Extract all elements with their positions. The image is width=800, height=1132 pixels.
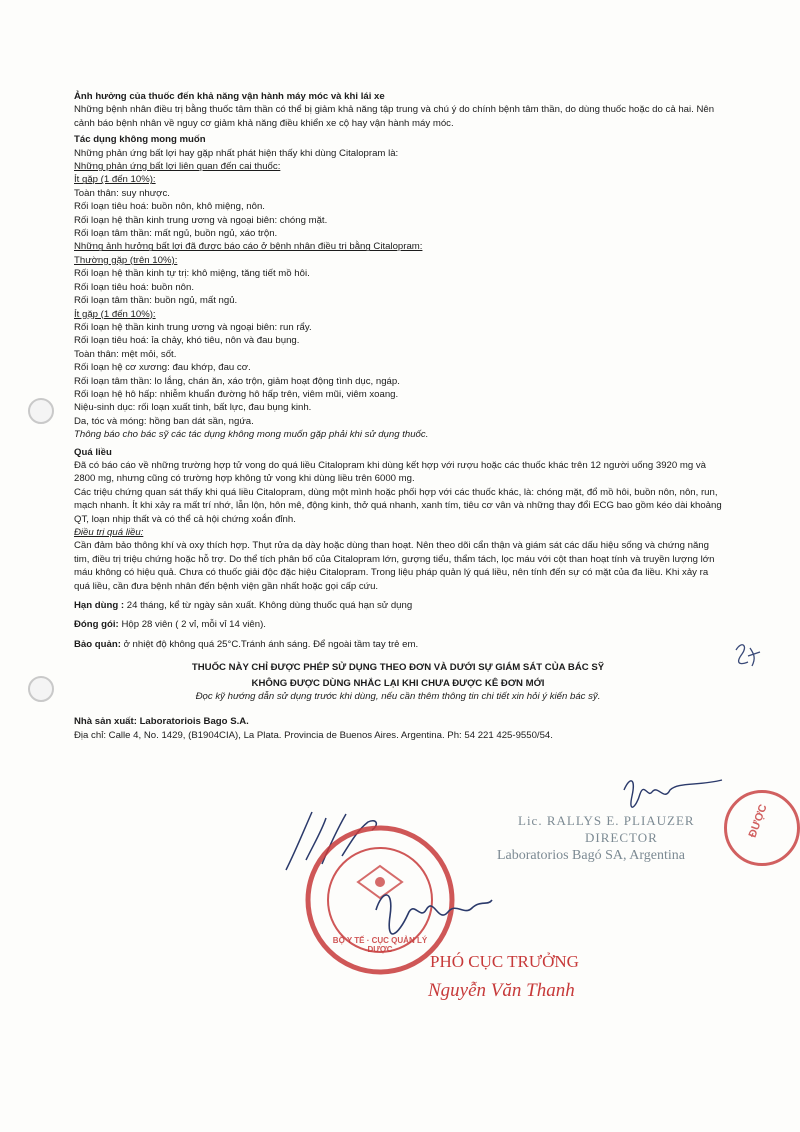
list-item: Rối loạn hệ hô hấp: nhiễm khuẩn đường hô hấp trên, viêm mũi, viêm xoang.	[74, 388, 399, 400]
storage-label: Bảo quản:	[74, 638, 121, 650]
punch-hole-top	[28, 398, 54, 424]
driving-body: Những bệnh nhân điều trị bằng thuốc tâm thần có thể bị giảm khả năng tập trung và chú ý do chính bệnh tâm thần, do dùng thuốc hoặc do cả hai. Nên cảnh báo bệnh nhân về nguy cơ giảm khả năng điều khiển xe cộ hay vận hành máy móc.	[74, 104, 715, 129]
withdrawal-heading: Những phản ứng bất lợi liên quan đến cai thuốc:	[74, 161, 281, 173]
shelf-life	[74, 599, 722, 612]
corner-stamp-text: ĐƯỢC	[746, 802, 770, 840]
manufacturer-address: Địa chỉ: Calle 4, No. 1429, (B1904CIA), La Plata. Provincia de Buenos Aires. Argentina. Ph: 54 221 425-9550/54.	[74, 729, 553, 741]
list-item: Rối loạn tiêu hoá: buồn nôn.	[74, 281, 195, 293]
list-item: Rối loạn tâm thần: buồn ngủ, mất ngủ.	[74, 295, 238, 307]
deputy-title: PHÓ CỤC TRƯỞNG	[430, 952, 579, 971]
adverse-notice: Thông báo cho bác sỹ các tác dụng không mong muốn gặp phải khi sử dụng thuốc.	[74, 429, 429, 441]
overdose-treatment-heading: Điều trị quá liều:	[74, 527, 144, 538]
seal-text: BỘ Y TẾ · CỤC QUẢN LÝ DƯỢC	[332, 936, 428, 954]
list-item: Rối loạn tiêu hoá: ỉa chảy, khó tiêu, nôn và đau bụng.	[74, 335, 300, 347]
common-frequency: Thường gặp (trên 10%):	[74, 254, 178, 266]
director-title: DIRECTOR	[585, 830, 658, 845]
overdose-paragraph-1: Đã có báo cáo về những trường hợp tử vong do quá liều Citalopram khi dùng kết hợp với rượu hoặc các thuốc khác trên 12 người uống 3920 mg và 2800 mg, nhưng cũng có trường hợp không tử vong khi dùng liều trên 6000 mg.	[74, 459, 706, 485]
document-body	[74, 88, 722, 742]
list-item: Rối loạn hệ thần kinh trung ương và ngoại biên: chóng mặt.	[74, 214, 328, 226]
warning-line-1: THUỐC NÀY CHỈ ĐƯỢC PHÉP SỬ DỤNG THEO ĐƠN VÀ DƯỚI SỰ GIÁM SÁT CỦA BÁC SỸ	[191, 662, 605, 674]
shelf-life-label: Hạn dùng :	[74, 600, 125, 612]
adverse-title: Tác dụng không mong muốn	[74, 134, 206, 146]
manufacturer-label: Nhà sản xuất: Laboratoriois Bago S.A.	[74, 716, 249, 728]
list-item: Da, tóc và móng: hồng ban dát sần, ngứa.	[74, 415, 254, 427]
deputy-name: Nguyễn Văn Thanh	[428, 980, 575, 1001]
storage-value: ở nhiệt độ không quá 25°C.Tránh ánh sáng. Để ngoài tầm tay trẻ em.	[123, 638, 419, 650]
punch-hole-bottom	[28, 676, 54, 702]
list-item: Rối loạn hệ thần kinh trung ương và ngoại biên: run rẩy.	[74, 321, 312, 333]
packaging	[74, 618, 722, 631]
overdose-title: Quá liều	[74, 446, 112, 458]
storage	[74, 638, 722, 651]
overdose-paragraph-2: Các triệu chứng quan sát thấy khi quá liều Citalopram, dùng một mình hoặc phối hợp với các thuốc khác, là: chóng mặt, đổ mồ hôi, buồn nôn, nôn, run, mạch nhanh. Ít khi xảy ra mất trí nhớ, lẫn lộn, hôn mê, động kinh, thở quá nhanh, xanh tím, tiêu cơ vân và những thay đổi ECG bao gồm kéo dài khoảng QT, loạn nhịp thất và có thể cả hội chứng xoắn đỉnh.	[74, 486, 722, 525]
warning-line-3: Đọc kỹ hướng dẫn sử dụng trước khi dùng, nếu cần thêm thông tin chi tiết xin hỏi ý kiến bác sỹ.	[195, 691, 601, 703]
list-item: Rối loạn tiêu hoá: buồn nôn, khô miệng, nôn.	[74, 201, 265, 213]
list-item: Rối loạn hệ cơ xương: đau khớp, đau cơ.	[74, 362, 251, 374]
director-name: Lic. RALLYS E. PLIAUZER	[518, 813, 695, 828]
initials-mark	[728, 636, 768, 676]
adverse-intro: Những phản ứng bất lợi hay gặp nhất phát hiện thấy khi dùng Citalopram là:	[74, 147, 399, 159]
list-item: Toàn thân: mệt mỏi, sốt.	[74, 348, 177, 360]
overdose-treatment: Cần đảm bảo thông khí và oxy thích hợp. Thụt rửa dạ dày hoặc dùng than hoạt. Nên theo dõi cẩn thận và giám sát các dấu hiệu sống và chứng năng tim, điều trị triệu chứng hoặc hỗ trợ. Do thể tích phân bố của Citalopram lớn, gượng tiểu, thẩm tách, lọc máu với cột than hoạt tính và truyền lượng lớn máu không có hiệu quả. Chưa có thuốc giải độc đặc hiệu Citalopram. Trong liệu pháp quản lý quá liều, nên tính đến sự có mặt của đa liều. Khi xảy ra quá liều, cần đưa bệnh nhân đến bệnh viện gần nhất hoặc gọi cấp cứu.	[74, 540, 715, 592]
shelf-life-value: 24 tháng, kể từ ngày sản xuất. Không dùng thuốc quá hạn sử dụng	[126, 600, 413, 612]
list-item: Niệu-sinh dục: rối loạn xuất tinh, bất lực, đau bụng kinh.	[74, 402, 312, 414]
packaging-label: Đóng gói:	[74, 619, 119, 631]
reported-heading: Những ảnh hưởng bất lợi đã được báo cáo ở bệnh nhân điều trị bằng Citalopram:	[74, 241, 423, 253]
warning-line-2: KHÔNG ĐƯỢC DÙNG NHẮC LẠI KHI CHƯA ĐƯỢC KÊ ĐƠN MỚI	[251, 677, 545, 689]
director-signature	[618, 768, 728, 818]
driving-title: Ảnh hưởng của thuốc đến khả năng vận hành máy móc và khi lái xe	[74, 91, 385, 102]
director-company: Laboratorios Bagó SA, Argentina	[497, 848, 685, 863]
corner-stamp	[724, 790, 800, 866]
uncommon-frequency: Ít gặp (1 đến 10%):	[74, 308, 156, 320]
list-item: Rối loạn tâm thần: mất ngủ, buồn ngủ, xáo trộn.	[74, 228, 278, 240]
list-item: Rối loạn tâm thần: lo lắng, chán ăn, xáo trộn, giảm hoạt động tình dục, ngáp.	[74, 375, 400, 387]
withdrawal-frequency: Ít gặp (1 đến 10%):	[74, 174, 156, 186]
packaging-value: Hộp 28 viên ( 2 vỉ, mỗi vỉ 14 viên).	[121, 619, 266, 631]
list-item: Rối loạn hệ thần kinh tự trị: khô miệng, tăng tiết mồ hôi.	[74, 268, 310, 280]
deputy-signature	[368, 880, 498, 950]
list-item: Toàn thân: suy nhược.	[74, 187, 170, 199]
